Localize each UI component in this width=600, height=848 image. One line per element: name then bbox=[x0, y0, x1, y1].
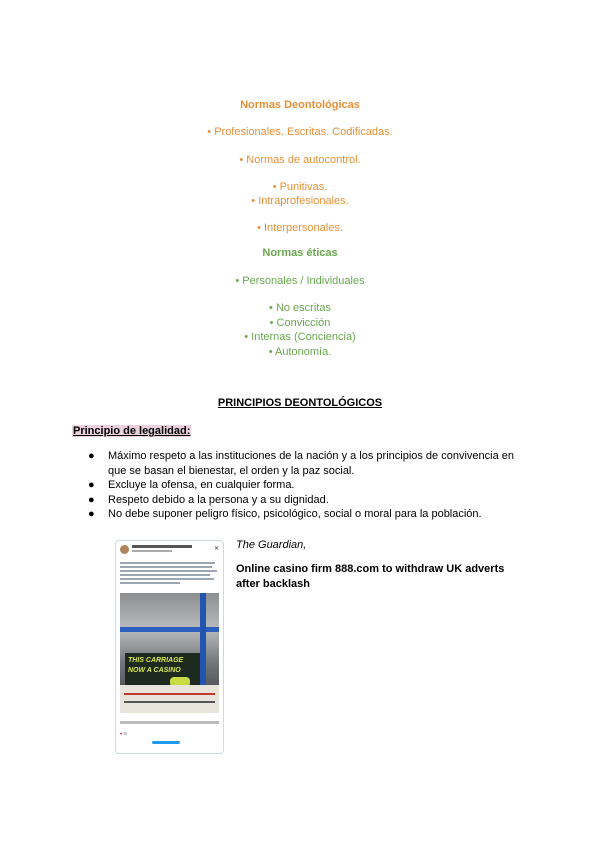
tweet-screenshot bbox=[115, 540, 224, 754]
ethics-item: • No escritas bbox=[269, 302, 331, 314]
tube-map bbox=[120, 685, 219, 713]
twitter-logo-icon: ✕ bbox=[213, 546, 219, 552]
norms-item: • Interpersonales. bbox=[257, 222, 343, 234]
tweet-photo bbox=[120, 593, 219, 754]
advert-text: THIS CARRIAGE bbox=[128, 657, 184, 664]
norms-item: • Punitivas. bbox=[272, 181, 328, 193]
tweet-actions bbox=[120, 731, 219, 736]
norms-item: • Intraprofesionales. bbox=[251, 195, 349, 207]
bullet-icon: ● bbox=[88, 493, 95, 506]
bullet-icon: ● bbox=[88, 508, 95, 520]
rule-text: No debe suponer peligro físico, psicológico, social o moral para la población. bbox=[108, 508, 482, 520]
list-item bbox=[88, 493, 528, 508]
ethics-item: • Autonomía. bbox=[268, 346, 332, 358]
ethics-item: • Convicción bbox=[269, 317, 331, 329]
ethics-item: • Personales / Individuales bbox=[235, 275, 365, 287]
ethics-item: • Internas (Conciencia) bbox=[244, 331, 356, 343]
reply-icon: ✉ bbox=[123, 731, 127, 736]
list-item bbox=[88, 478, 528, 493]
map-line bbox=[124, 693, 215, 695]
norms-item: • Normas de autocontrol. bbox=[239, 154, 361, 166]
tweet-header bbox=[120, 545, 219, 561]
tweet-timestamp bbox=[120, 721, 219, 724]
avatar bbox=[120, 545, 129, 554]
list-item bbox=[88, 507, 528, 522]
article-title: Online casino firm 888.com to withdraw UK adverts after backlash bbox=[236, 563, 505, 590]
heart-icon: ♥ bbox=[120, 731, 123, 736]
principle-heading: Principio de legalidad: bbox=[73, 425, 191, 437]
rule-text: Máximo respeto a las instituciones de la nación y a los principios de convivencia en que se basan el bienestar, el orden y la paz social. bbox=[108, 450, 514, 477]
section-title: PRINCIPIOS DEONTOLÓGICOS bbox=[217, 397, 383, 409]
rule-text: Excluye la ofensa, en cualquier forma. bbox=[108, 479, 295, 491]
rule-text: Respeto debido a la persona y a su dignidad. bbox=[108, 493, 329, 506]
norms-heading: Normas Deontológicas bbox=[240, 99, 360, 111]
map-line bbox=[124, 701, 215, 703]
tweet-text bbox=[120, 562, 219, 586]
article-source: The Guardian, bbox=[236, 539, 307, 551]
bullet-icon: ● bbox=[88, 450, 95, 462]
bullet-icon: ● bbox=[88, 479, 95, 491]
tweet-author-handle bbox=[132, 550, 172, 552]
list-item bbox=[88, 449, 528, 478]
tweet-read-replies bbox=[136, 741, 196, 745]
tweet-author-name bbox=[132, 545, 192, 548]
norms-item: • Profesionales. Escritas. Codificadas. bbox=[207, 126, 393, 138]
article-reference bbox=[236, 538, 516, 592]
advert-text: NOW A CASINO bbox=[128, 667, 181, 674]
ethics-heading: Normas éticas bbox=[262, 247, 338, 259]
rules-list bbox=[88, 449, 528, 522]
